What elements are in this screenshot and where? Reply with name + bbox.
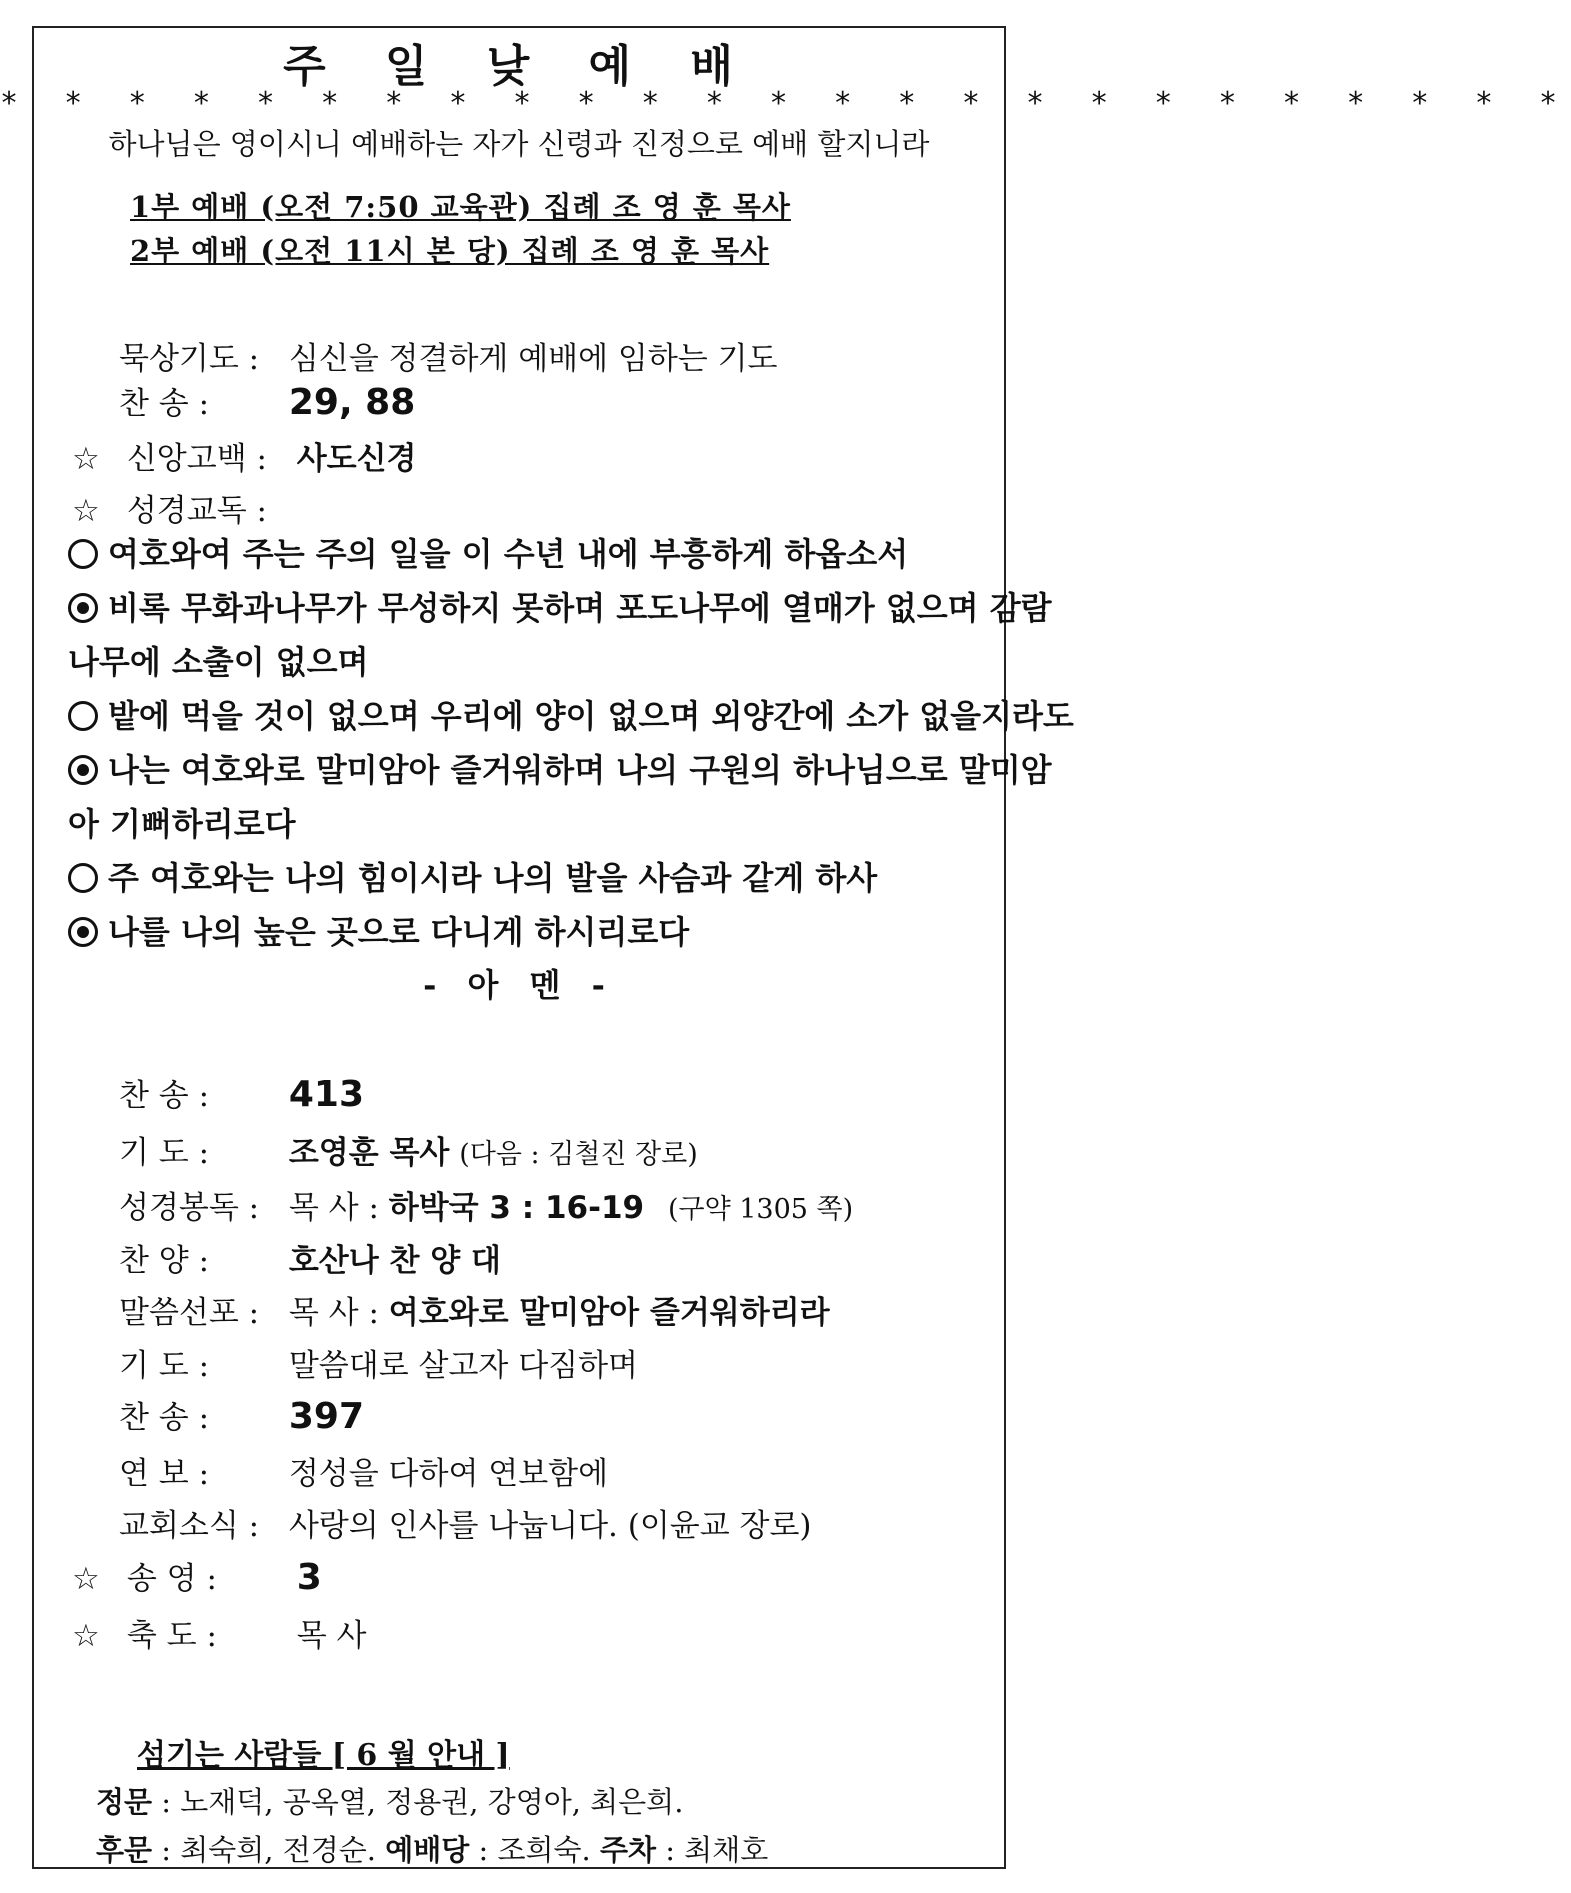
reading-line: 여호와여 주는 주의 일을 이 수년 내에 부흥하게 하옵소서 — [68, 527, 1074, 581]
hymn-3-row: 찬 송 : 397 — [119, 1396, 365, 1437]
amen: - 아 멘 - — [423, 966, 615, 1004]
service-1-info: 1부 예배 (오전 7:50 교육관) 집례 조 영 훈 목사 — [130, 190, 791, 224]
reading-row — [72, 485, 287, 530]
benediction-row: ☆ 축 도 : 목 사 — [72, 1618, 367, 1654]
star-icon: ☆ — [72, 1618, 100, 1654]
ushers-title: 섬기는 사람들 [ 6 월 안내 ] — [137, 1738, 510, 1773]
creed-row — [72, 433, 417, 478]
hymn-1-row — [119, 378, 415, 423]
doxology-row: ☆ 송 영 : 3 — [72, 1557, 322, 1598]
creed-label: 신앙고백 : — [126, 441, 267, 477]
open-circle-icon — [68, 539, 98, 569]
open-circle-icon — [68, 863, 98, 893]
reading-line: 주 여호와는 나의 힘이시라 나의 발을 사슴과 같게 하사 — [68, 851, 1074, 905]
choir-row: 찬 양 : 호산나 찬 양 대 — [119, 1243, 501, 1279]
ushers-back-row: 후문 : 최숙희, 전경순. 예배당 : 조희숙. 주차 : 최채호 — [96, 1833, 769, 1867]
reading-line: 나무에 소출이 없으며 — [68, 643, 369, 681]
opening-verse: 하나님은 영이시니 예배하는 자가 신령과 진정으로 예배 할지니라 — [108, 127, 930, 161]
star-icon: ☆ — [72, 493, 100, 529]
star-icon: ☆ — [72, 441, 100, 477]
meditation-row — [119, 333, 777, 378]
filled-circle-icon — [68, 917, 98, 947]
sermon-row: 말씀선포 : 목 사 : 여호와로 말미암아 즐거워하리라 — [119, 1295, 830, 1331]
page-title: 주 일 낮 예 배 — [283, 41, 755, 92]
star-divider: * * * * * * * * * * * * * * * * * * * * * * * * * — [0, 86, 1571, 121]
open-circle-icon — [68, 701, 98, 731]
reading-line: 비록 무화과나무가 무성하지 못하며 포도나무에 열매가 없으며 감람 — [68, 581, 1074, 635]
reading-line: 나는 여호와로 말미암아 즐거워하며 나의 구원의 하나님으로 말미암 — [68, 743, 1074, 797]
reading-line: 아 기뻐하리로다 — [68, 805, 296, 843]
filled-circle-icon — [68, 755, 98, 785]
service-2-info: 2부 예배 (오전 11시 본 당) 집례 조 영 훈 목사 — [130, 234, 770, 268]
responsive-reading — [68, 527, 1074, 959]
filled-circle-icon — [68, 593, 98, 623]
hymn-2-row: 찬 송 : 413 — [119, 1074, 365, 1115]
ushers-front-row: 정문 : 노재덕, 공옥열, 정용권, 강영아, 최은희. — [96, 1785, 684, 1819]
prayer-row: 기 도 : 조영훈 목사 (다음 : 김철진 장로) — [119, 1135, 698, 1171]
star-icon: ☆ — [72, 1561, 100, 1597]
reading-line: 나를 나의 높은 곳으로 다니게 하시리로다 — [68, 905, 1074, 959]
scripture-row: 성경봉독 : 목 사 : 하박국 3 : 16-19 (구약 1305 쪽) — [119, 1190, 854, 1226]
meditation-label: 묵상기도 : — [119, 341, 260, 377]
reading-label: 성경교독 : — [126, 493, 267, 529]
reading-line: 밭에 먹을 것이 없으며 우리에 양이 없으며 외양간에 소가 없을지라도 — [68, 689, 1074, 743]
meditation-value: 심신을 정결하게 예배에 임하는 기도 — [288, 341, 778, 377]
prayer-2-row: 기 도 : 말씀대로 살고자 다짐하며 — [119, 1348, 638, 1384]
offering-row: 연 보 : 정성을 다하여 연보함에 — [119, 1456, 609, 1492]
hymn-1-label: 찬 송 : — [119, 386, 210, 422]
creed-value: 사도신경 — [296, 441, 417, 477]
news-row: 교회소식 : 사랑의 인사를 나눕니다. (이윤교 장로) — [119, 1508, 812, 1544]
hymn-1-value: 29, 88 — [288, 382, 416, 423]
